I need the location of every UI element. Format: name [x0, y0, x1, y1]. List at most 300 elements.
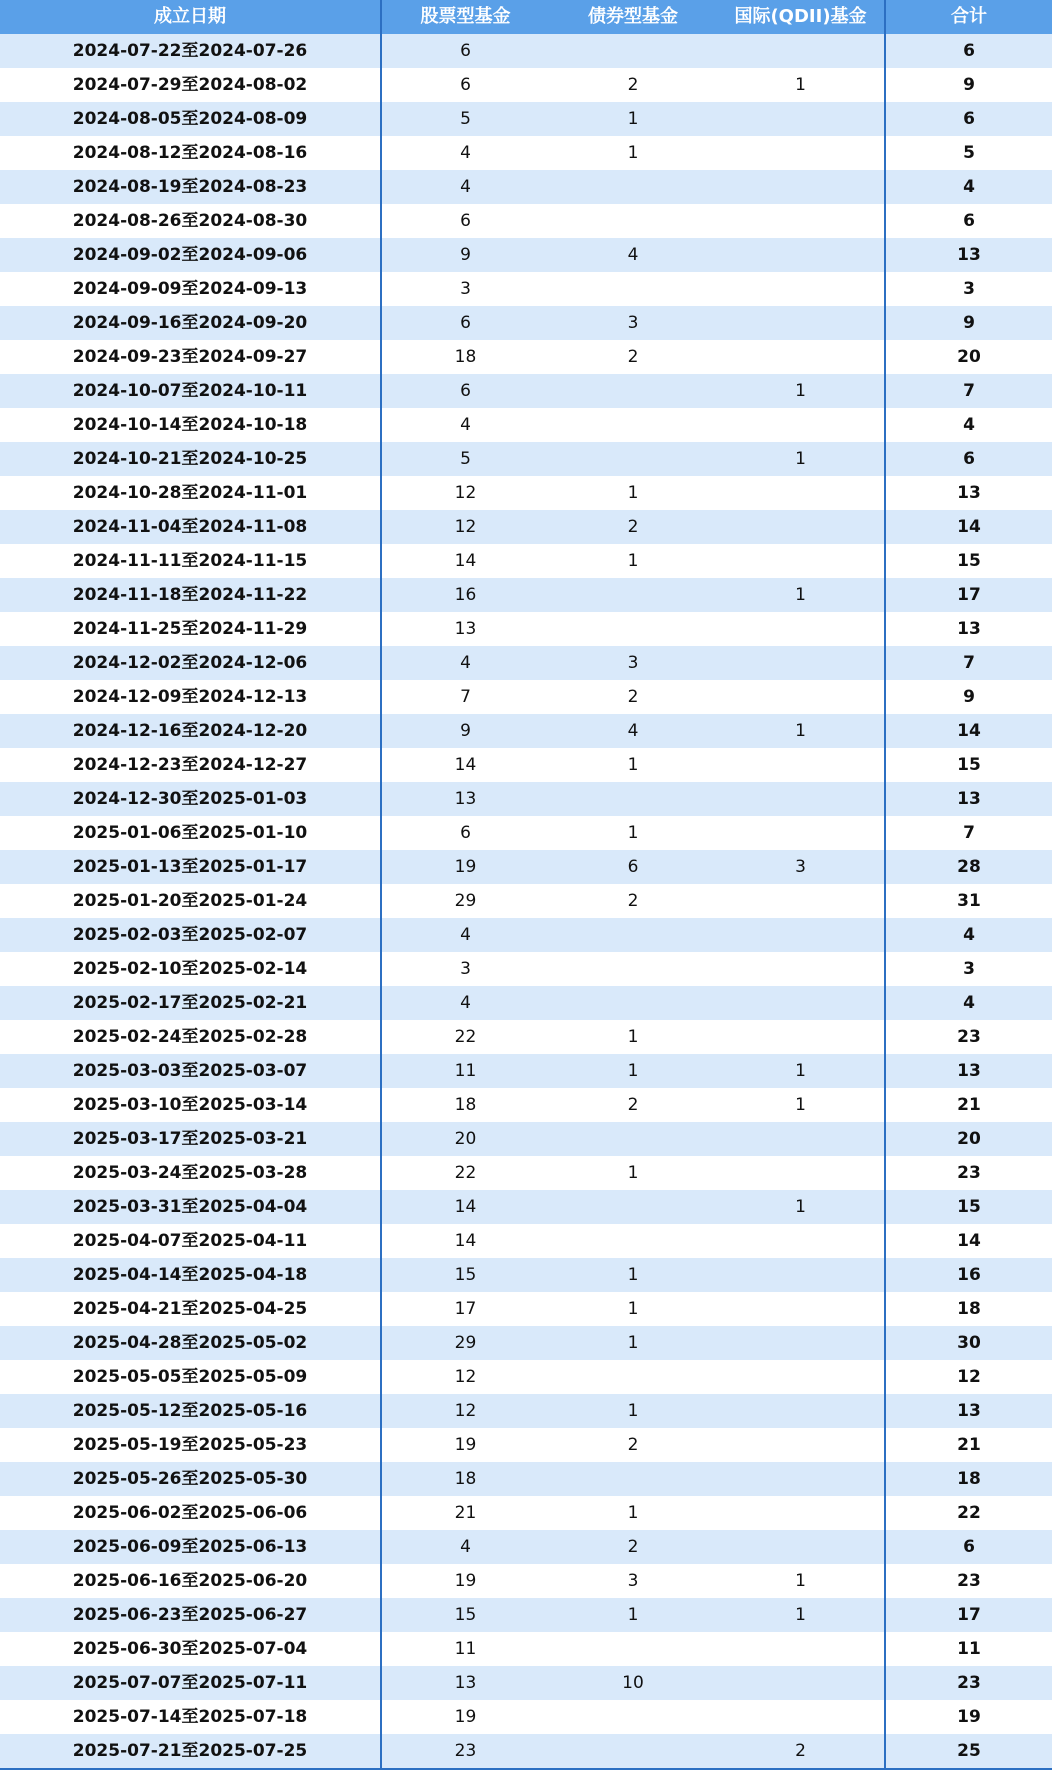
cell-bond-fund — [549, 204, 717, 238]
table-row — [0, 918, 1052, 952]
cell-stock-fund: 14 — [454, 551, 477, 571]
cell-bond-fund — [549, 170, 717, 204]
cell-total: 4 — [963, 925, 975, 945]
cell-date: 2024-10-07至2024-10-11 — [0, 374, 381, 408]
table-row — [0, 850, 1052, 884]
cell-date: 2024-10-14至2024-10-18 — [0, 408, 381, 442]
cell-total: 20 — [957, 347, 981, 367]
cell-qdii-fund — [717, 1394, 885, 1428]
table-row — [0, 442, 1052, 476]
cell-qdii-fund: 1 — [717, 578, 885, 612]
cell-date: 2025-05-19至2025-05-23 — [0, 1428, 381, 1462]
cell-bond-fund — [549, 1122, 717, 1156]
cell-total: 4 — [963, 415, 975, 435]
cell-bond-fund: 2 — [627, 75, 639, 95]
cell-qdii-fund: 1 — [717, 1598, 885, 1632]
cell-stock-fund: 22 — [454, 1027, 477, 1047]
cell-bond-fund: 1 — [627, 483, 639, 503]
cell-qdii-fund: 1 — [717, 714, 885, 748]
cell-stock-fund: 13 — [454, 619, 477, 639]
table-row — [0, 646, 1052, 680]
cell-total: 5 — [963, 143, 975, 163]
cell-stock-fund: 12 — [454, 1367, 477, 1387]
table-row — [0, 1054, 1052, 1088]
table-row — [0, 510, 1052, 544]
table-row — [0, 1292, 1052, 1326]
cell-bond-fund: 1 — [627, 1299, 639, 1319]
table-row — [0, 1564, 1052, 1598]
cell-bond-fund — [549, 374, 717, 408]
cell-qdii-fund — [717, 34, 885, 68]
cell-bond-fund — [549, 1462, 717, 1496]
table-row — [0, 1190, 1052, 1224]
cell-qdii-fund — [717, 170, 885, 204]
table-row — [0, 1088, 1052, 1122]
cell-qdii-fund — [717, 272, 885, 306]
cell-total: 23 — [957, 1163, 981, 1183]
cell-bond-fund — [549, 918, 717, 952]
cell-qdii-fund — [717, 204, 885, 238]
cell-date: 2025-07-14至2025-07-18 — [0, 1700, 381, 1734]
cell-total: 21 — [957, 1095, 981, 1115]
cell-stock-fund: 5 — [460, 109, 471, 129]
cell-date: 2025-02-10至2025-02-14 — [0, 952, 381, 986]
table-row — [0, 408, 1052, 442]
cell-stock-fund: 4 — [460, 415, 471, 435]
cell-stock-fund: 14 — [454, 755, 477, 775]
cell-qdii-fund — [717, 1224, 885, 1258]
cell-total: 6 — [963, 109, 975, 129]
cell-date: 2024-11-25至2024-11-29 — [0, 612, 381, 646]
cell-date: 2024-12-30至2025-01-03 — [0, 782, 381, 816]
cell-total: 13 — [957, 483, 981, 503]
cell-stock-fund: 11 — [454, 1639, 477, 1659]
table-row — [0, 1122, 1052, 1156]
header-date: 成立日期 — [0, 0, 381, 34]
cell-date: 2025-03-31至2025-04-04 — [0, 1190, 381, 1224]
cell-bond-fund: 4 — [627, 721, 639, 741]
cell-stock-fund: 14 — [454, 1197, 477, 1217]
cell-stock-fund: 22 — [454, 1163, 477, 1183]
cell-date: 2024-10-28至2024-11-01 — [0, 476, 381, 510]
cell-stock-fund: 12 — [454, 483, 477, 503]
cell-qdii-fund — [717, 1496, 885, 1530]
cell-total: 3 — [963, 959, 975, 979]
cell-total: 4 — [963, 993, 975, 1013]
table-body — [0, 34, 1052, 1769]
cell-bond-fund: 1 — [627, 755, 639, 775]
cell-qdii-fund — [717, 1020, 885, 1054]
cell-total: 7 — [963, 823, 975, 843]
header-total: 合计 — [951, 6, 987, 27]
cell-qdii-fund: 1 — [717, 1054, 885, 1088]
cell-qdii-fund — [717, 1360, 885, 1394]
cell-date: 2024-08-12至2024-08-16 — [0, 136, 381, 170]
cell-date: 2025-07-07至2025-07-11 — [0, 1666, 381, 1700]
cell-stock-fund: 4 — [460, 653, 471, 673]
cell-total: 6 — [963, 211, 975, 231]
cell-stock-fund: 4 — [460, 1537, 471, 1557]
cell-stock-fund: 4 — [460, 177, 471, 197]
cell-bond-fund: 1 — [627, 1027, 639, 1047]
table-row — [0, 204, 1052, 238]
cell-stock-fund: 6 — [460, 211, 471, 231]
cell-stock-fund: 20 — [454, 1129, 477, 1149]
header-stock-fund: 股票型基金 — [420, 6, 511, 27]
cell-qdii-fund: 1 — [717, 68, 885, 102]
cell-stock-fund: 7 — [460, 687, 471, 707]
header-row — [0, 0, 1052, 34]
table-row — [0, 1394, 1052, 1428]
cell-date: 2024-12-09至2024-12-13 — [0, 680, 381, 714]
table-row — [0, 238, 1052, 272]
table-row — [0, 578, 1052, 612]
cell-total: 17 — [957, 1605, 981, 1625]
cell-stock-fund: 4 — [460, 993, 471, 1013]
cell-stock-fund: 6 — [460, 41, 471, 61]
table-row — [0, 136, 1052, 170]
cell-qdii-fund — [717, 1632, 885, 1666]
table-row — [0, 1734, 1052, 1769]
cell-total: 25 — [885, 1734, 1052, 1769]
cell-qdii-fund — [717, 1156, 885, 1190]
cell-stock-fund: 29 — [454, 1333, 477, 1353]
cell-qdii-fund — [717, 136, 885, 170]
table-row — [0, 1258, 1052, 1292]
cell-qdii-fund: 1 — [717, 1564, 885, 1598]
cell-qdii-fund — [717, 408, 885, 442]
cell-date: 2025-04-14至2025-04-18 — [0, 1258, 381, 1292]
cell-total: 23 — [957, 1673, 981, 1693]
cell-total: 18 — [957, 1299, 981, 1319]
cell-bond-fund: 3 — [627, 1571, 639, 1591]
table-row — [0, 816, 1052, 850]
cell-date: 2024-07-29至2024-08-02 — [0, 68, 381, 102]
cell-date: 2024-10-21至2024-10-25 — [0, 442, 381, 476]
cell-stock-fund: 12 — [454, 517, 477, 537]
cell-bond-fund: 3 — [627, 653, 639, 673]
cell-stock-fund: 17 — [454, 1299, 477, 1319]
cell-date: 2025-03-24至2025-03-28 — [0, 1156, 381, 1190]
cell-qdii-fund — [717, 1292, 885, 1326]
cell-date: 2025-06-09至2025-06-13 — [0, 1530, 381, 1564]
cell-stock-fund: 6 — [460, 381, 471, 401]
cell-stock-fund: 16 — [454, 585, 477, 605]
cell-bond-fund: 4 — [627, 245, 639, 265]
cell-bond-fund — [549, 272, 717, 306]
cell-total: 22 — [957, 1503, 981, 1523]
table-row — [0, 1156, 1052, 1190]
cell-total: 23 — [957, 1571, 981, 1591]
cell-qdii-fund — [717, 782, 885, 816]
cell-bond-fund — [549, 1632, 717, 1666]
cell-total: 17 — [957, 585, 981, 605]
cell-total: 20 — [957, 1129, 981, 1149]
table-row — [0, 544, 1052, 578]
cell-stock-fund: 15 — [454, 1605, 477, 1625]
table-row — [0, 782, 1052, 816]
cell-total: 14 — [957, 517, 981, 537]
table-row — [0, 1700, 1052, 1734]
cell-bond-fund — [549, 408, 717, 442]
cell-bond-fund — [549, 782, 717, 816]
cell-date: 2024-08-05至2024-08-09 — [0, 102, 381, 136]
cell-date: 2024-12-23至2024-12-27 — [0, 748, 381, 782]
cell-date: 2024-11-11至2024-11-15 — [0, 544, 381, 578]
cell-total: 15 — [957, 755, 981, 775]
cell-date: 2025-03-17至2025-03-21 — [0, 1122, 381, 1156]
table-row — [0, 1326, 1052, 1360]
cell-bond-fund: 2 — [627, 347, 639, 367]
cell-bond-fund: 6 — [627, 857, 639, 877]
cell-bond-fund: 1 — [627, 1061, 639, 1081]
cell-total: 14 — [957, 721, 981, 741]
cell-date: 2024-12-16至2024-12-20 — [0, 714, 381, 748]
cell-qdii-fund — [717, 238, 885, 272]
cell-date: 2024-09-23至2024-09-27 — [0, 340, 381, 374]
table-row — [0, 1224, 1052, 1258]
cell-qdii-fund — [717, 510, 885, 544]
cell-qdii-fund — [717, 544, 885, 578]
cell-stock-fund: 15 — [454, 1265, 477, 1285]
cell-bond-fund: 2 — [627, 1435, 639, 1455]
cell-total: 13 — [957, 1061, 981, 1081]
cell-qdii-fund — [717, 680, 885, 714]
table-row — [0, 102, 1052, 136]
cell-qdii-fund: 1 — [717, 1190, 885, 1224]
table-row — [0, 340, 1052, 374]
cell-bond-fund: 1 — [627, 1503, 639, 1523]
cell-date: 2024-11-04至2024-11-08 — [0, 510, 381, 544]
header-bond-fund: 债券型基金 — [588, 6, 678, 27]
cell-total: 28 — [957, 857, 981, 877]
cell-total: 6 — [963, 449, 975, 469]
cell-qdii-fund — [717, 1258, 885, 1292]
cell-date: 2024-08-26至2024-08-30 — [0, 204, 381, 238]
cell-date: 2024-08-19至2024-08-23 — [0, 170, 381, 204]
cell-stock-fund: 4 — [460, 143, 471, 163]
cell-bond-fund: 3 — [627, 313, 639, 333]
table-row — [0, 612, 1052, 646]
cell-qdii-fund — [717, 884, 885, 918]
cell-total: 7 — [963, 381, 975, 401]
cell-total: 11 — [957, 1639, 981, 1659]
cell-bond-fund — [549, 1190, 717, 1224]
cell-bond-fund: 2 — [627, 891, 639, 911]
cell-total: 3 — [963, 279, 975, 299]
cell-qdii-fund — [717, 1462, 885, 1496]
cell-total: 9 — [963, 313, 975, 333]
cell-bond-fund: 1 — [627, 1605, 639, 1625]
table-row — [0, 1598, 1052, 1632]
cell-stock-fund: 11 — [454, 1061, 477, 1081]
cell-total: 18 — [957, 1469, 981, 1489]
cell-date: 2025-06-30至2025-07-04 — [0, 1632, 381, 1666]
cell-total: 15 — [957, 1197, 981, 1217]
cell-date: 2025-03-03至2025-03-07 — [0, 1054, 381, 1088]
cell-total: 13 — [957, 1401, 981, 1421]
cell-date: 2024-11-18至2024-11-22 — [0, 578, 381, 612]
cell-total: 12 — [957, 1367, 981, 1387]
table-row — [0, 1360, 1052, 1394]
table-row — [0, 1462, 1052, 1496]
cell-total: 13 — [957, 245, 981, 265]
cell-qdii-fund — [717, 748, 885, 782]
cell-date: 2025-01-06至2025-01-10 — [0, 816, 381, 850]
table-header — [0, 0, 1052, 34]
cell-date: 2025-02-03至2025-02-07 — [0, 918, 381, 952]
cell-qdii-fund: 3 — [717, 850, 885, 884]
table-row — [0, 374, 1052, 408]
cell-stock-fund: 29 — [454, 891, 477, 911]
cell-qdii-fund: 1 — [717, 1088, 885, 1122]
cell-date: 2024-12-02至2024-12-06 — [0, 646, 381, 680]
cell-date: 2025-04-28至2025-05-02 — [0, 1326, 381, 1360]
cell-bond-fund: 10 — [622, 1673, 644, 1693]
cell-bond-fund — [549, 442, 717, 476]
cell-stock-fund: 6 — [460, 75, 471, 95]
cell-qdii-fund — [717, 1700, 885, 1734]
cell-qdii-fund — [717, 306, 885, 340]
cell-total: 7 — [963, 653, 975, 673]
cell-bond-fund: 2 — [627, 1537, 639, 1557]
table-row — [0, 1632, 1052, 1666]
table-row — [0, 272, 1052, 306]
table-row — [0, 1530, 1052, 1564]
table-row — [0, 748, 1052, 782]
cell-date: 2025-07-21至2025-07-25 — [0, 1734, 381, 1769]
table-row — [0, 986, 1052, 1020]
cell-stock-fund: 5 — [460, 449, 471, 469]
cell-total: 13 — [957, 789, 981, 809]
cell-total: 9 — [963, 687, 975, 707]
cell-bond-fund: 2 — [627, 517, 639, 537]
header-qdii-fund: 国际(QDII)基金 — [717, 0, 885, 34]
cell-bond-fund — [549, 578, 717, 612]
cell-date: 2024-09-09至2024-09-13 — [0, 272, 381, 306]
table-row — [0, 680, 1052, 714]
table-row — [0, 34, 1052, 68]
cell-date: 2025-05-26至2025-05-30 — [0, 1462, 381, 1496]
cell-bond-fund — [549, 1224, 717, 1258]
cell-date: 2025-02-24至2025-02-28 — [0, 1020, 381, 1054]
cell-qdii-fund — [717, 986, 885, 1020]
table-row — [0, 884, 1052, 918]
cell-stock-fund: 18 — [454, 347, 477, 367]
cell-total: 31 — [957, 891, 981, 911]
cell-stock-fund: 13 — [454, 1673, 477, 1693]
cell-bond-fund — [549, 1734, 717, 1769]
cell-stock-fund: 21 — [454, 1503, 477, 1523]
cell-date: 2024-09-02至2024-09-06 — [0, 238, 381, 272]
cell-qdii-fund: 1 — [717, 442, 885, 476]
cell-stock-fund: 12 — [454, 1401, 477, 1421]
cell-bond-fund — [549, 34, 717, 68]
cell-date: 2025-06-02至2025-06-06 — [0, 1496, 381, 1530]
cell-stock-fund: 6 — [460, 313, 471, 333]
cell-stock-fund: 23 — [381, 1734, 549, 1769]
cell-stock-fund: 6 — [460, 823, 471, 843]
cell-total: 15 — [957, 551, 981, 571]
cell-bond-fund: 1 — [627, 1163, 639, 1183]
cell-total: 4 — [963, 177, 975, 197]
cell-total: 21 — [957, 1435, 981, 1455]
cell-stock-fund: 4 — [460, 925, 471, 945]
cell-qdii-fund — [717, 1530, 885, 1564]
cell-qdii-fund — [717, 340, 885, 374]
cell-total: 16 — [957, 1265, 981, 1285]
cell-qdii-fund — [717, 612, 885, 646]
cell-stock-fund: 19 — [454, 1435, 477, 1455]
cell-stock-fund: 3 — [460, 279, 471, 299]
cell-bond-fund: 2 — [627, 687, 639, 707]
cell-qdii-fund — [717, 816, 885, 850]
cell-total: 6 — [963, 1537, 975, 1557]
cell-qdii-fund — [717, 1428, 885, 1462]
cell-qdii-fund: 2 — [717, 1734, 885, 1769]
cell-stock-fund: 18 — [454, 1469, 477, 1489]
table-row — [0, 1496, 1052, 1530]
table-row — [0, 476, 1052, 510]
table-row — [0, 170, 1052, 204]
cell-total: 30 — [957, 1333, 981, 1353]
cell-qdii-fund: 1 — [717, 374, 885, 408]
cell-date: 2024-09-16至2024-09-20 — [0, 306, 381, 340]
table-row — [0, 1020, 1052, 1054]
cell-qdii-fund — [717, 1666, 885, 1700]
cell-stock-fund: 19 — [454, 1571, 477, 1591]
cell-date: 2025-04-07至2025-04-11 — [0, 1224, 381, 1258]
table-row — [0, 1428, 1052, 1462]
table-row — [0, 952, 1052, 986]
cell-stock-fund: 19 — [454, 857, 477, 877]
cell-bond-fund: 1 — [627, 143, 639, 163]
cell-qdii-fund — [717, 646, 885, 680]
cell-date: 2025-01-13至2025-01-17 — [0, 850, 381, 884]
cell-total: 23 — [957, 1027, 981, 1047]
cell-date: 2025-06-23至2025-06-27 — [0, 1598, 381, 1632]
table-row — [0, 68, 1052, 102]
cell-date: 2025-01-20至2025-01-24 — [0, 884, 381, 918]
cell-stock-fund: 18 — [454, 1095, 477, 1115]
cell-date: 2025-02-17至2025-02-21 — [0, 986, 381, 1020]
cell-qdii-fund — [717, 1122, 885, 1156]
cell-date: 2025-04-21至2025-04-25 — [0, 1292, 381, 1326]
cell-bond-fund: 1 — [627, 823, 639, 843]
cell-bond-fund: 1 — [627, 1333, 639, 1353]
cell-bond-fund — [549, 1360, 717, 1394]
cell-date: 2025-05-12至2025-05-16 — [0, 1394, 381, 1428]
cell-bond-fund — [549, 986, 717, 1020]
cell-qdii-fund — [717, 476, 885, 510]
cell-stock-fund: 9 — [460, 721, 471, 741]
cell-qdii-fund — [717, 918, 885, 952]
cell-qdii-fund — [717, 952, 885, 986]
cell-total: 19 — [957, 1707, 981, 1727]
cell-stock-fund: 9 — [460, 245, 471, 265]
cell-date: 2025-03-10至2025-03-14 — [0, 1088, 381, 1122]
cell-total: 9 — [963, 75, 975, 95]
cell-bond-fund — [549, 952, 717, 986]
cell-total: 13 — [957, 619, 981, 639]
cell-date: 2025-05-05至2025-05-09 — [0, 1360, 381, 1394]
cell-bond-fund: 1 — [627, 1265, 639, 1285]
cell-qdii-fund — [717, 102, 885, 136]
cell-date: 2024-07-22至2024-07-26 — [0, 34, 381, 68]
cell-stock-fund: 3 — [460, 959, 471, 979]
cell-total: 6 — [963, 41, 975, 61]
cell-stock-fund: 14 — [454, 1231, 477, 1251]
